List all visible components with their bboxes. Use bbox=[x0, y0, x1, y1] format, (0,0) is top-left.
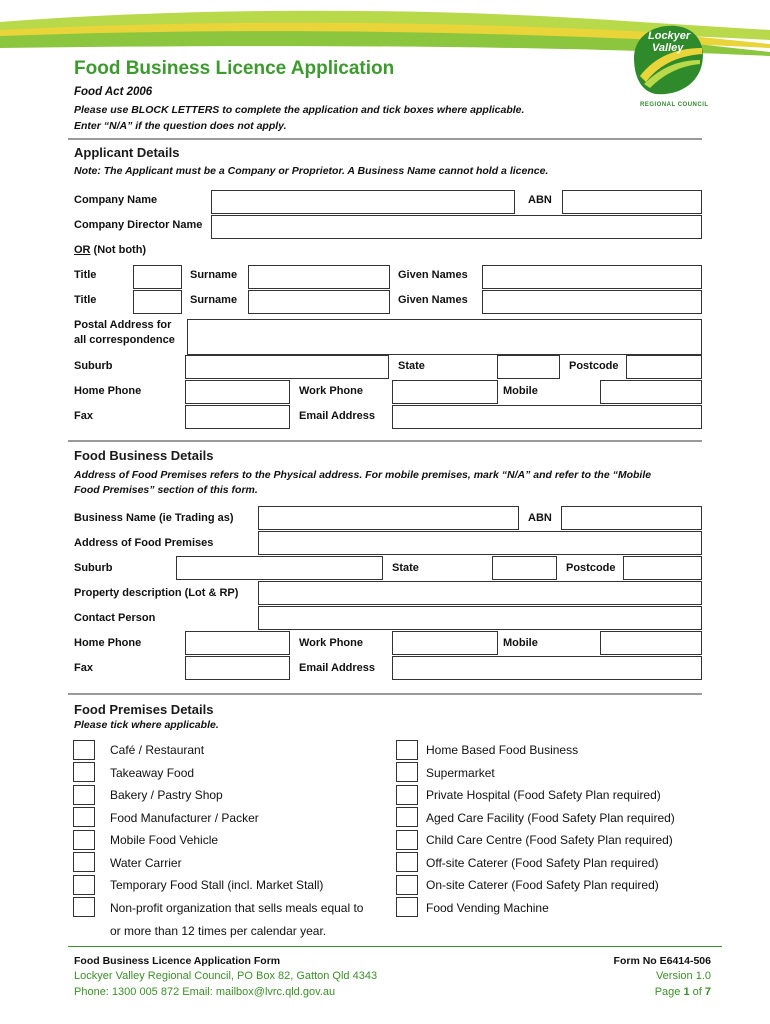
or-label: OR bbox=[74, 244, 91, 256]
given-names-label-2: Given Names bbox=[398, 294, 468, 306]
given-names-field-2[interactable] bbox=[482, 290, 702, 314]
applicant-work-phone-label: Work Phone bbox=[299, 385, 363, 397]
checkbox-takeaway-food[interactable] bbox=[73, 762, 95, 782]
checkbox-off-site-caterer[interactable] bbox=[396, 852, 418, 872]
company-name-label: Company Name bbox=[74, 194, 158, 206]
applicant-heading: Applicant Details bbox=[74, 145, 180, 160]
surname-label-1: Surname bbox=[190, 269, 238, 281]
business-abn-field[interactable] bbox=[561, 506, 702, 530]
option-label-food-manufacturer: Food Manufacturer / Packer bbox=[110, 811, 259, 825]
business-fax-field[interactable] bbox=[185, 656, 290, 680]
business-suburb-field[interactable] bbox=[176, 556, 383, 580]
checkbox-vending-machine[interactable] bbox=[396, 897, 418, 917]
business-work-phone-field[interactable] bbox=[392, 631, 498, 655]
checkbox-cafe-restaurant[interactable] bbox=[73, 740, 95, 760]
checkbox-aged-care[interactable] bbox=[396, 807, 418, 827]
premises-heading: Food Premises Details bbox=[74, 702, 214, 717]
footer-address: Lockyer Valley Regional Council, PO Box 82, Gatton Qld 4343 bbox=[74, 970, 378, 982]
section-divider bbox=[68, 440, 702, 442]
business-name-field[interactable] bbox=[258, 506, 519, 530]
property-description-label: Property description (Lot & RP) bbox=[74, 587, 239, 599]
applicant-home-phone-label: Home Phone bbox=[74, 385, 142, 397]
checkbox-water-carrier[interactable] bbox=[73, 852, 95, 872]
title-field-1[interactable] bbox=[133, 265, 182, 289]
option-label-cafe-restaurant: Café / Restaurant bbox=[110, 743, 205, 757]
business-home-phone-label: Home Phone bbox=[74, 637, 142, 649]
surname-label-2: Surname bbox=[190, 294, 238, 306]
section-divider bbox=[68, 138, 702, 140]
business-postcode-label: Postcode bbox=[566, 562, 616, 574]
business-fax-label: Fax bbox=[74, 662, 93, 674]
checkbox-temporary-food-stall[interactable] bbox=[73, 875, 95, 895]
business-state-field[interactable] bbox=[492, 556, 557, 580]
page-of: of bbox=[689, 986, 705, 998]
postal-address-label-line2: all correspondence bbox=[74, 334, 175, 346]
not-both-label: (Not both) bbox=[90, 244, 147, 256]
applicant-mobile-field[interactable] bbox=[600, 380, 702, 404]
option-label-home-based: Home Based Food Business bbox=[426, 743, 579, 757]
business-suburb-label: Suburb bbox=[74, 562, 113, 574]
option-label-off-site-caterer: Off-site Caterer (Food Safety Plan required) bbox=[426, 856, 659, 870]
company-director-label: Company Director Name bbox=[74, 219, 203, 231]
checkbox-home-based[interactable] bbox=[396, 740, 418, 760]
page-total: 7 bbox=[704, 986, 711, 998]
option-label-aged-care: Aged Care Facility (Food Safety Plan required) bbox=[426, 811, 675, 825]
option-label-bakery-pastry: Bakery / Pastry Shop bbox=[110, 788, 223, 802]
checkbox-private-hospital[interactable] bbox=[396, 785, 418, 805]
checkbox-food-manufacturer[interactable] bbox=[73, 807, 95, 827]
applicant-fax-label: Fax bbox=[74, 410, 93, 422]
option-label-vending-machine: Food Vending Machine bbox=[426, 901, 549, 915]
business-heading: Food Business Details bbox=[74, 448, 214, 463]
applicant-state-field[interactable] bbox=[497, 355, 560, 379]
page-title: Food Business Licence Application bbox=[74, 58, 395, 79]
business-note-line1: Address of Food Premises refers to the Physical address. For mobile premises, mark “N/A” and refer to the “Mobile bbox=[74, 469, 652, 481]
footer-version: Version 1.0 bbox=[655, 970, 711, 982]
page-current: 1 bbox=[683, 986, 690, 998]
option-label-supermarket: Supermarket bbox=[426, 766, 495, 780]
business-email-label: Email Address bbox=[299, 662, 376, 674]
business-work-phone-label: Work Phone bbox=[299, 637, 363, 649]
applicant-email-field[interactable] bbox=[392, 405, 702, 429]
applicant-fax-field[interactable] bbox=[185, 405, 290, 429]
option-label-private-hospital: Private Hospital (Food Safety Plan required) bbox=[426, 788, 661, 802]
business-name-label: Business Name (ie Trading as) bbox=[74, 512, 234, 524]
checkbox-bakery-pastry[interactable] bbox=[73, 785, 95, 805]
company-name-field[interactable] bbox=[211, 190, 515, 214]
option-label-on-site-caterer: On-site Caterer (Food Safety Plan required) bbox=[426, 878, 659, 892]
applicant-work-phone-field[interactable] bbox=[392, 380, 498, 404]
applicant-postcode-label: Postcode bbox=[569, 360, 619, 372]
surname-field-1[interactable] bbox=[248, 265, 390, 289]
applicant-email-label: Email Address bbox=[299, 410, 376, 422]
section-divider bbox=[68, 693, 702, 695]
footer-form-number: Form No E6414-506 bbox=[613, 955, 711, 967]
title-field-2[interactable] bbox=[133, 290, 182, 314]
instruction-na: Enter “N/A” if the question does not apply. bbox=[74, 120, 287, 132]
option-label-temporary-food-stall: Temporary Food Stall (incl. Market Stall) bbox=[110, 878, 324, 892]
property-description-field[interactable] bbox=[258, 581, 702, 605]
company-director-field[interactable] bbox=[211, 215, 702, 239]
business-postcode-field[interactable] bbox=[623, 556, 702, 580]
surname-field-2[interactable] bbox=[248, 290, 390, 314]
title-label-2: Title bbox=[74, 294, 97, 306]
business-home-phone-field[interactable] bbox=[185, 631, 290, 655]
footer-form-title: Food Business Licence Application Form bbox=[74, 955, 281, 967]
contact-person-field[interactable] bbox=[258, 606, 702, 630]
page-prefix: Page bbox=[654, 986, 684, 998]
option-label-takeaway-food: Takeaway Food bbox=[110, 766, 195, 780]
applicant-state-label: State bbox=[398, 360, 425, 372]
footer-page-number bbox=[655, 986, 711, 998]
council-logo bbox=[614, 18, 714, 114]
premises-note: Please tick where applicable. bbox=[74, 719, 219, 731]
premises-address-label: Address of Food Premises bbox=[74, 537, 214, 549]
business-abn-label: ABN bbox=[528, 512, 552, 524]
company-abn-label: ABN bbox=[528, 194, 552, 206]
act-subtitle: Food Act 2006 bbox=[74, 86, 153, 98]
applicant-postcode-field[interactable] bbox=[626, 355, 702, 379]
checkbox-mobile-food-vehicle[interactable] bbox=[73, 830, 95, 850]
premises-address-field[interactable] bbox=[258, 531, 702, 555]
option-label-non-profit: Non-profit organization that sells meals equal to bbox=[110, 901, 364, 915]
applicant-suburb-field[interactable] bbox=[185, 355, 389, 379]
checkbox-supermarket[interactable] bbox=[396, 762, 418, 782]
option-label-non-profit-continued: or more than 12 times per calendar year. bbox=[110, 924, 327, 938]
business-state-label: State bbox=[392, 562, 419, 574]
checkbox-on-site-caterer[interactable] bbox=[396, 875, 418, 895]
footer-contact: Phone: 1300 005 872 Email: mailbox@lvrc.qld.gov.au bbox=[74, 986, 336, 998]
postal-address-label-line1: Postal Address for bbox=[74, 319, 172, 331]
applicant-home-phone-field[interactable] bbox=[185, 380, 290, 404]
title-label-1: Title bbox=[74, 269, 97, 281]
company-abn-field[interactable] bbox=[562, 190, 702, 214]
logo-text-council: REGIONAL COUNCIL bbox=[640, 102, 709, 108]
checkbox-child-care[interactable] bbox=[396, 830, 418, 850]
applicant-note: Note: The Applicant must be a Company or Proprietor. A Business Name cannot hold a licence. bbox=[74, 165, 549, 177]
business-email-field[interactable] bbox=[392, 656, 702, 680]
business-mobile-field[interactable] bbox=[600, 631, 702, 655]
instruction-block-letters: Please use BLOCK LETTERS to complete the application and tick boxes where applicable. bbox=[74, 104, 525, 116]
business-note-line2: Food Premises” section of this form. bbox=[74, 484, 258, 496]
option-label-mobile-food-vehicle: Mobile Food Vehicle bbox=[110, 833, 219, 847]
footer-divider bbox=[68, 946, 722, 947]
or-not-both-label bbox=[74, 244, 146, 256]
postal-address-field[interactable] bbox=[187, 319, 702, 355]
given-names-label-1: Given Names bbox=[398, 269, 468, 281]
option-label-water-carrier: Water Carrier bbox=[110, 856, 182, 870]
option-label-child-care: Child Care Centre (Food Safety Plan required) bbox=[426, 833, 673, 847]
logo-text-lockyer: Lockyer bbox=[648, 30, 691, 42]
logo-text-valley: Valley bbox=[652, 42, 684, 54]
business-mobile-label: Mobile bbox=[503, 637, 538, 649]
checkbox-non-profit[interactable] bbox=[73, 897, 95, 917]
applicant-mobile-label: Mobile bbox=[503, 385, 538, 397]
given-names-field-1[interactable] bbox=[482, 265, 702, 289]
contact-person-label: Contact Person bbox=[74, 612, 156, 624]
applicant-suburb-label: Suburb bbox=[74, 360, 113, 372]
